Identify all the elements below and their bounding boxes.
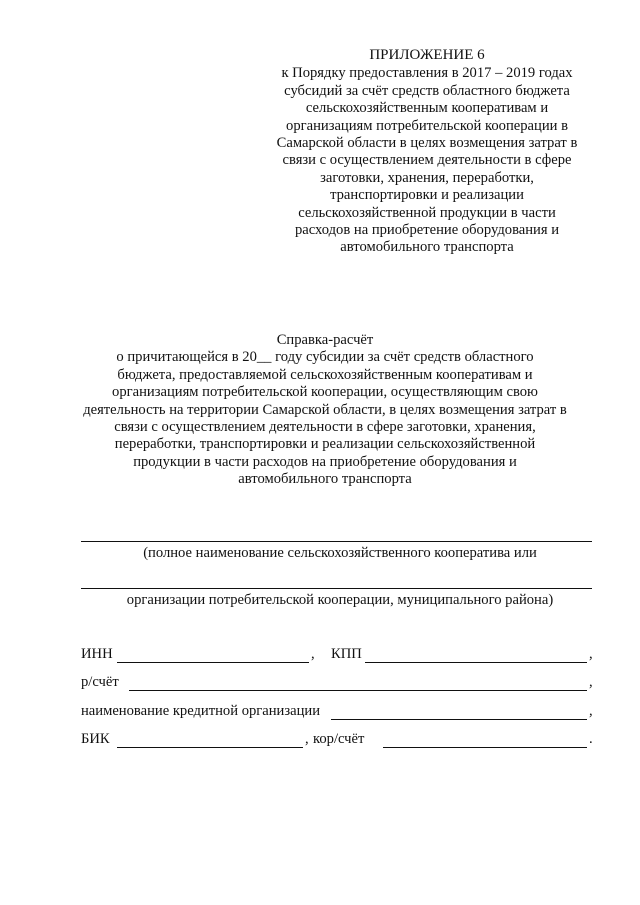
kpp-field[interactable]	[365, 662, 587, 663]
appendix-line: к Порядку предоставления в 2017 – 2019 годах	[281, 65, 573, 82]
heading-line: связи с осуществлением деятельности в сфере заготовки, хранения,	[114, 419, 536, 436]
document-heading	[60, 332, 590, 489]
appendix-line: субсидий за счёт средств областного бюджета	[284, 82, 570, 99]
comma: ,	[589, 674, 593, 690]
appendix-line: расходов на приобретение оборудования и	[294, 222, 560, 239]
kpp-label: КПП	[331, 646, 362, 662]
account-label: р/счёт	[81, 674, 119, 690]
appendix-line: Самарской области в целях возмещения затрат в	[276, 135, 578, 152]
heading-line: бюджета, предоставляемой сельскохозяйственным кооперативам и	[117, 366, 533, 383]
bik-field[interactable]	[117, 747, 303, 748]
appendix-line: транспортировки и реализации	[330, 187, 524, 204]
appendix-line: сельскохозяйственной продукции в части	[298, 204, 556, 221]
heading-line: автомобильного транспорта	[238, 471, 412, 488]
bank-field[interactable]	[331, 719, 587, 720]
appendix-line: связи с осуществлением деятельности в сфере	[282, 152, 572, 169]
inn-label: ИНН	[81, 646, 113, 662]
bik-label: БИК	[81, 731, 110, 747]
corr-account-field[interactable]	[383, 747, 587, 748]
appendix-line: заготовки, хранения, переработки,	[320, 169, 534, 186]
account-row	[81, 674, 601, 694]
comma: ,	[311, 646, 315, 662]
inn-field[interactable]	[117, 662, 309, 663]
bank-label: наименование кредитной организации	[81, 703, 321, 719]
appendix-block	[262, 47, 592, 257]
comma: ,	[305, 731, 309, 747]
appendix-line: организациям потребительской кооперации в	[286, 117, 568, 134]
organization-name-line-2[interactable]	[81, 588, 592, 589]
organization-name-caption-2: организации потребительской кооперации, муниципального района)	[126, 592, 554, 608]
bank-row	[81, 703, 601, 723]
organization-name-caption-1: (полное наименование сельскохозяйственного кооператива или	[143, 545, 537, 561]
inn-kpp-row	[81, 646, 601, 666]
period: .	[589, 731, 593, 747]
heading-line: о причитающейся в 20__ году субсидии за счёт средств областного	[116, 349, 534, 366]
comma: ,	[589, 703, 593, 719]
heading-title: Справка-расчёт	[276, 332, 374, 348]
appendix-line: автомобильного транспорта	[340, 239, 514, 256]
heading-line: деятельность на территории Самарской области, в целях возмещения затрат в	[83, 401, 567, 418]
bik-row	[81, 731, 601, 751]
heading-line: переработки, транспортировки и реализации сельскохозяйственной	[114, 436, 536, 453]
organization-name-line-1[interactable]	[81, 541, 592, 542]
heading-line: организациям потребительской кооперации, осуществляющим свою	[112, 384, 538, 401]
heading-line: продукции в части расходов на приобретение оборудования и	[133, 453, 517, 470]
appendix-line: сельскохозяйственным кооперативам и	[305, 100, 549, 117]
appendix-title: ПРИЛОЖЕНИЕ 6	[369, 47, 485, 63]
corr-account-label: кор/счёт	[313, 731, 365, 747]
comma: ,	[589, 646, 593, 662]
account-field[interactable]	[129, 690, 587, 691]
